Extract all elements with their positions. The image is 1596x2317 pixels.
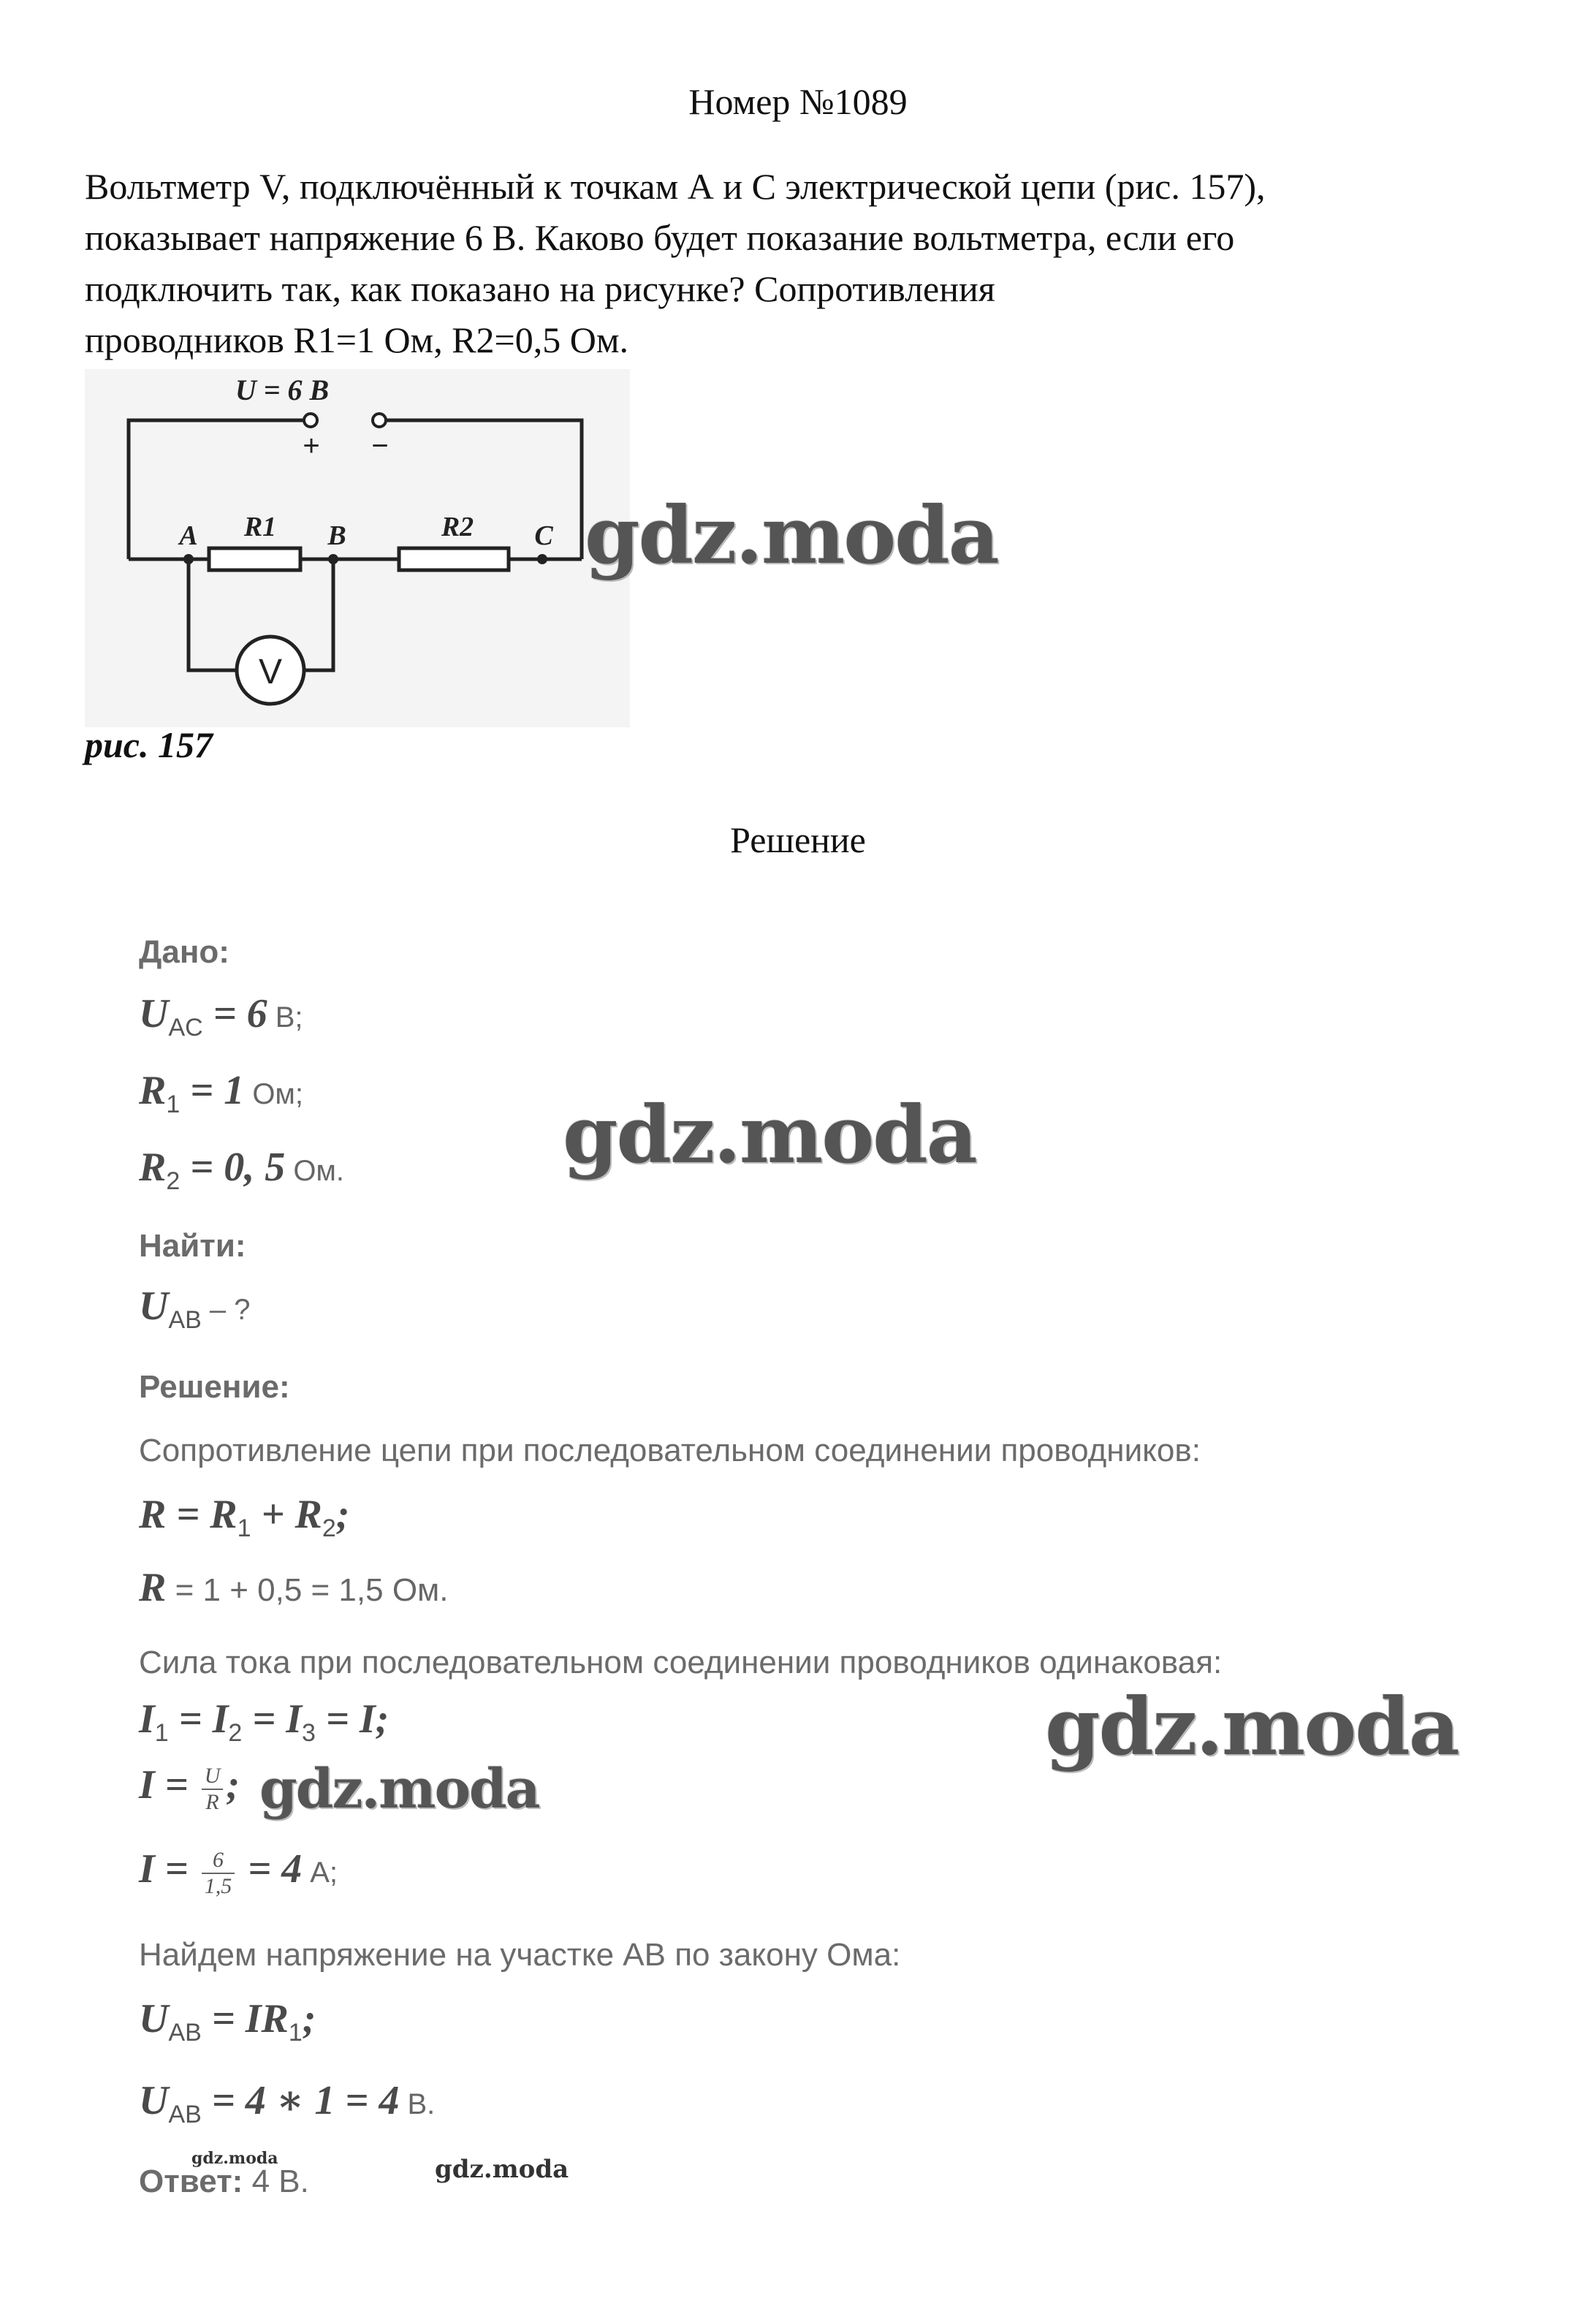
node-c-label: C	[534, 520, 553, 551]
step3-formula	[139, 1995, 316, 2047]
problem-line: Вольтметр V, подключённый к точкам А и С электрической цепи (рис. 157),	[85, 166, 1266, 207]
step1-text: Сопротивление цепи при последовательном соединении проводников:	[139, 1433, 1201, 1468]
answer	[139, 2164, 309, 2200]
node-b-label: B	[327, 520, 346, 551]
problem-line: показывает напряжение 6 В. Каково будет показание вольтметра, если его	[85, 217, 1235, 258]
r2-label: R2	[441, 512, 474, 542]
answer-value: 4 В.	[243, 2164, 309, 2199]
step2-ohm	[139, 1762, 240, 1815]
given-r2-formula: $R_2 = 0$, 5	[139, 1145, 286, 1196]
given-uac-unit: В;	[267, 1001, 303, 1034]
step2-calc-lhs: I =	[139, 1846, 199, 1892]
given-label: Дано:	[139, 934, 229, 970]
step2-formula-math: $I_1 = I_2 = I_3 = I$;	[139, 1696, 390, 1748]
step1-calc-symbol: R	[139, 1565, 167, 1610]
watermark: gdz.moda	[1045, 1681, 1459, 1773]
given-r1	[139, 1067, 303, 1119]
given-r1-formula: $R_1 = 1$	[139, 1068, 245, 1119]
step3-text: Найдем напряжение на участке АВ по закону Ома:	[139, 1937, 901, 1973]
watermark-small: gdz.moda	[191, 2149, 278, 2168]
node-a-dot	[183, 554, 194, 564]
step2-ohm-end: ;	[226, 1762, 240, 1808]
find-uab-question: – ?	[201, 1294, 251, 1326]
voltmeter-label: V	[258, 653, 283, 691]
step3-calc	[139, 2076, 435, 2129]
step1-calc	[139, 1564, 449, 1611]
watermark: gdz.moda	[563, 1089, 976, 1181]
step2-calc-fraction: $\frac{6}{1,5}$	[202, 1848, 235, 1899]
node-b-dot	[328, 554, 338, 564]
solution-label: Решение:	[139, 1369, 290, 1405]
step3-calc-math: $U_{AB} = 4$ ∗ 1 = 4	[139, 2078, 400, 2129]
answer-label: Ответ:	[139, 2164, 243, 2199]
problem-line: подключить так, как показано на рисунке? Сопротивления	[85, 268, 995, 309]
figure-caption: рис. 157	[85, 724, 213, 765]
resistor-r1	[209, 548, 300, 570]
given-r2	[139, 1144, 344, 1196]
solution-heading: Решение	[730, 819, 866, 860]
minus-label: −	[371, 430, 389, 462]
step3-calc-unit: В.	[399, 2088, 436, 2120]
step2-formula	[139, 1696, 389, 1748]
step2-calc-value: = 4	[238, 1846, 303, 1892]
find-uab-formula: $U_{AB}$	[139, 1283, 202, 1335]
watermark-small: gdz.moda	[435, 2155, 569, 2184]
problem-statement	[85, 161, 1539, 365]
find-uab	[139, 1283, 251, 1335]
given-r1-unit: Ом;	[244, 1078, 304, 1110]
problem-line: проводников R1=1 Ом, R2=0,5 Ом.	[85, 319, 628, 360]
watermark: gdz.moda	[259, 1758, 539, 1821]
find-label: Найти:	[139, 1228, 246, 1264]
circuit-diagram	[85, 369, 630, 727]
step2-ohm-lhs: I =	[139, 1762, 199, 1808]
plus-label: +	[303, 430, 320, 462]
step1-calc-value: = 1 + 0,5 = 1,5 Ом.	[166, 1572, 449, 1608]
circuit-figure	[85, 369, 630, 727]
minus-terminal	[373, 414, 386, 427]
node-a-label: A	[179, 520, 198, 551]
step1-formula-math: $R = R_1 + R_2$;	[139, 1492, 350, 1543]
r1-label: R1	[243, 512, 277, 542]
resistor-r2	[399, 548, 509, 570]
voltage-label: U = 6 В	[235, 373, 330, 406]
given-uac-formula: $U_{AC} = 6$	[139, 991, 267, 1042]
step2-calc-unit: А;	[302, 1857, 338, 1889]
step3-formula-math: $U_{AB} = IR_1$;	[139, 1996, 316, 2047]
step2-ohm-fraction: $\frac{U}{R}$	[202, 1764, 224, 1815]
node-c-dot	[537, 554, 547, 564]
plus-terminal	[304, 414, 317, 427]
step1-formula	[139, 1491, 349, 1543]
step2-calc	[139, 1846, 338, 1899]
page-title: Номер №1089	[688, 81, 908, 122]
watermark: gdz.moda	[585, 490, 998, 582]
given-r2-unit: Ом.	[285, 1155, 345, 1187]
step2-text: Сила тока при последовательном соединении проводников одинаковая:	[139, 1645, 1223, 1680]
given-uac	[139, 990, 303, 1042]
